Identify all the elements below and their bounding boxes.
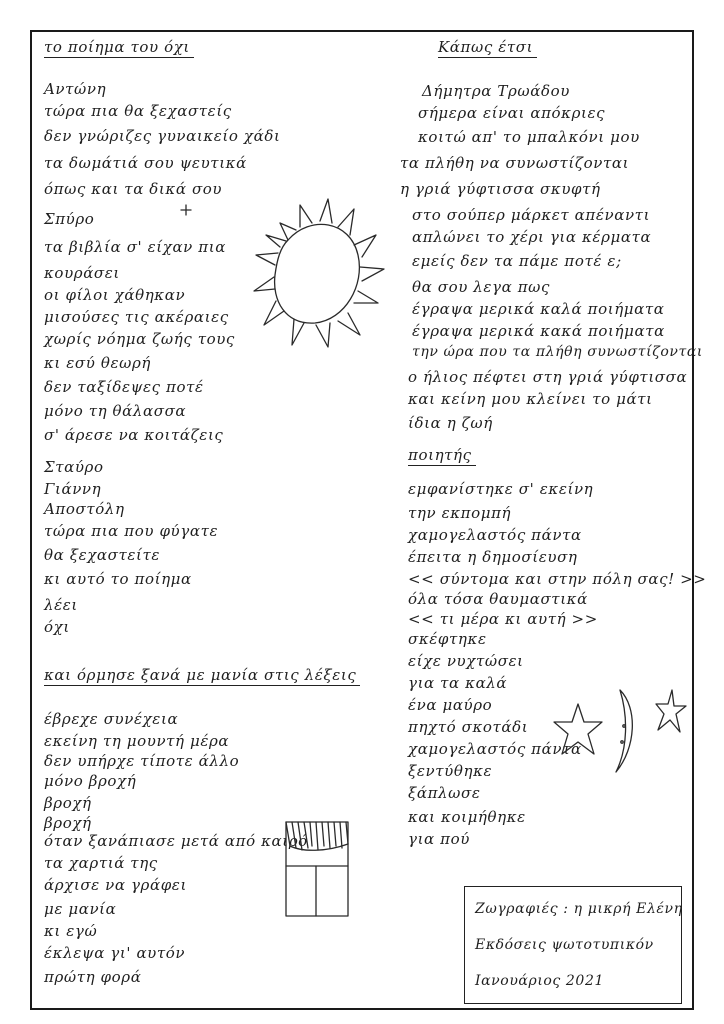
poem-line: τα πλήθη να συνωστίζονται <box>400 154 630 172</box>
poem-line: για τα καλά <box>408 674 508 692</box>
poem-line: θα σου λεγα πως <box>412 278 550 296</box>
poem-line: εμείς δεν τα πάμε ποτέ ε; <box>412 252 622 270</box>
poem-line: τα βιβλία σ' είχαν πια <box>44 238 226 256</box>
poem-line: κοιτώ απ' το μπαλκόνι μου <box>418 128 640 146</box>
poem-line: με μανία <box>44 900 117 918</box>
small-star-drawing <box>654 688 688 736</box>
poem-line: ξάπλωσε <box>408 784 481 802</box>
poem-line: Δήμητρα Τρωάδου <box>422 82 570 100</box>
poem-line: οι φίλοι χάθηκαν <box>44 286 186 304</box>
poem-line: όπως και τα δικά σου <box>44 180 223 198</box>
poem-line: άρχισε να γράφει <box>44 876 187 894</box>
credits-date: Ιανουάριος 2021 <box>475 973 604 989</box>
poem-line: έγραψα μερικά καλά ποιήματα <box>412 300 665 318</box>
poem-line: είχε νυχτώσει <box>408 652 524 670</box>
poem-line: στο σούπερ μάρκετ απέναντι <box>412 206 651 224</box>
poem-line: έβρεχε συνέχεια <box>44 710 179 728</box>
poem-line: έγραψα μερικά κακά ποιήματα <box>412 322 665 340</box>
poem-line: όχι <box>44 618 70 636</box>
poem-line: λέει <box>44 596 78 614</box>
poem-line: πηχτό σκοτάδι <box>408 718 529 736</box>
poem-line: κι εγώ <box>44 922 98 940</box>
poem-line: κι αυτό το ποίημα <box>44 570 192 588</box>
poem-line: χαμογελαστός πάντα <box>408 526 582 544</box>
poem-line: μόνο τη θάλασσα <box>44 402 187 420</box>
poem-line: ένα μαύρο <box>408 696 493 714</box>
poem-line: ίδια η ζωή <box>408 414 493 432</box>
poem-line: ο ήλιος πέφτει στη γριά γύφτισσα <box>408 368 688 386</box>
poem-line: Σπύρο <box>44 210 95 228</box>
poem-line: την εκπομπή <box>408 504 512 522</box>
poem-line: μισούσες τις ακέραιες <box>44 308 229 326</box>
poem-line: απλώνει το χέρι για κέρματα <box>412 228 652 246</box>
poem-line: ξεντύθηκε <box>408 762 493 780</box>
poem-line: και κοιμήθηκε <box>408 808 526 826</box>
poem-no-title: το ποίημα του όχι <box>44 38 194 58</box>
poem-line: Γιάννη <box>44 480 102 498</box>
poem-line: η γριά γύφτισσα σκυφτή <box>400 180 601 198</box>
poem-line: κουράσει <box>44 264 120 282</box>
poem-line: σήμερα είναι απόκριες <box>418 104 606 122</box>
poem-line: για πού <box>408 830 470 848</box>
poem-line: εκείνη τη μουντή μέρα <box>44 732 230 750</box>
poem-line: Αντώνη <box>44 80 107 98</box>
poem-line: χωρίς νόημα ζωής τους <box>44 330 235 348</box>
poem-line: βροχή <box>44 794 92 812</box>
poem-mania-title: και όρμησε ξανά με μανία στις λέξεις <box>44 666 360 686</box>
star-drawing <box>550 700 606 758</box>
poem-line: δεν υπήρχε τίποτε άλλο <box>44 752 240 770</box>
poem-poiitis-title: ποιητής <box>408 446 476 466</box>
poem-line: δεν ταξίδεψες ποτέ <box>44 378 204 396</box>
poem-line: σκέφτηκε <box>408 630 487 648</box>
moon-drawing <box>606 686 642 776</box>
credits-illustrations: Ζωγραφιές : η μικρή Ελένη <box>475 901 683 917</box>
poem-line: τα δωμάτιά σου ψευτικά <box>44 154 247 172</box>
poem-line: τα χαρτιά της <box>44 854 158 872</box>
poem-line: δεν γνώριζες γυναικείο χάδι <box>44 127 281 145</box>
small-sparkle-drawing <box>180 204 192 216</box>
poem-line: << τι μέρα κι αυτή >> <box>408 610 598 628</box>
poem-line: χαμογελαστός πάντα <box>408 740 582 758</box>
sun-drawing <box>250 185 390 365</box>
poem-line: Σταύρο <box>44 458 104 476</box>
poem-line: πρώτη φορά <box>44 968 142 986</box>
poem-line: έκλεψα γι' αυτόν <box>44 944 186 962</box>
poem-line: όταν ξανάπιασε μετά από καιρό <box>44 832 308 850</box>
poem-line: << σύντομα και στην πόλη σας! >> <box>408 570 707 588</box>
window-drawing <box>282 820 352 920</box>
poem-line: και κείνη μου κλείνει το μάτι <box>408 390 653 408</box>
poem-line: όλα τόσα θαυμαστικά <box>408 590 588 608</box>
poem-line: θα ξεχαστείτε <box>44 546 161 564</box>
credits-box <box>464 886 682 1004</box>
poem-line: κι εσύ θεωρή <box>44 354 151 372</box>
poem-line: Αποστόλη <box>44 500 125 518</box>
poem-kapws-title: Κάπως έτσι <box>438 38 537 58</box>
poem-line: μόνο βροχή <box>44 772 137 790</box>
credits-publisher: Εκδόσεις ψωτοτυπικόν <box>475 937 654 953</box>
poem-line: βροχή <box>44 814 92 832</box>
poem-line: έπειτα η δημοσίευση <box>408 548 578 566</box>
poem-line: σ' άρεσε να κοιτάζεις <box>44 426 224 444</box>
poem-line: την ώρα που τα πλήθη συνωστίζονται <box>412 344 704 360</box>
poem-line: τώρα πια που φύγατε <box>44 522 219 540</box>
poem-line: εμφανίστηκε σ' εκείνη <box>408 480 594 498</box>
poem-line: τώρα πια θα ξεχαστείς <box>44 102 232 120</box>
